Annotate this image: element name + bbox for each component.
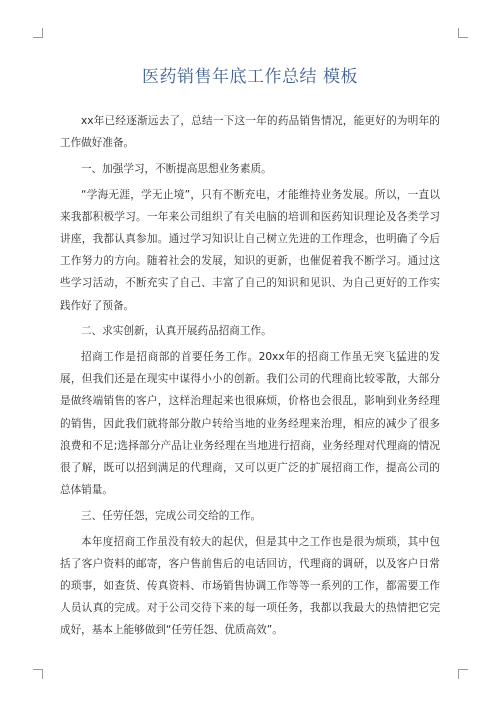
- paragraph-study: “学海无涯，学无止境”，只有不断充电，才能维持业务发展。所以，一直以来我都积极学习。一年来公司组织了有关电脑的培训和医药知识理论及各类学习讲座，我都认真参加。通过学习知识让自己树立先进的工作理念，也明确了今后工作努力的方向。随着社会的发展，知识的更新，也催促着我不断学习。通过这些学习活动，不断充实了自己、丰富了自己的知识和见识、为自己更好的工作实践作好了预备。: [60, 188, 440, 312]
- section-heading-3: 三、任劳任怨，完成公司交给的工作。: [81, 509, 262, 522]
- paragraph-investment: 招商工作是招商部的首要任务工作。20xx年的招商工作虽无突飞猛进的发展，但我们还是在现实中谋得小小的创新。我们公司的代理商比较零散，大部分是做终端销售的客户，这样治理起来也很麻烦，价格也会很乱，影响到业务经理的销售，因此我们就将部分散户转给当地的业务经理来治理，相应的减少了很多浪费和不足;选择部分产品让业务经理在当地进行招商，业务经理对代理商的情况很了解，既可以招到满足的代理商，又可以更广泛的扩展招商工作，提高公司的总体销量。: [60, 351, 440, 497]
- section-heading-2: 二、求实创新，认真开展药品招商工作。: [81, 325, 272, 338]
- document-body: [60, 110, 440, 642]
- crop-mark-top-right: [458, 28, 468, 38]
- crop-mark-bottom-left: [33, 669, 43, 679]
- crop-mark-top-left: [33, 28, 43, 38]
- paragraph-tasks: 本年度招商工作虽没有较大的起伏，但是其中之工作也是很为烦琐，其中包括了客户资料的邮寄，客户售前售后的电话回访，代理商的调研，以及客户日常的琐事，如查货、传真资料、市场销售协调工作等等一系列的工作，都需要工作人员认真的完成。对于公司交待下来的每一项任务，我都以我最大的热情把它完成好，基本上能够做到“任劳任怨、优质高效”。: [60, 535, 440, 637]
- crop-mark-bottom-right: [458, 669, 468, 679]
- section-heading-1: 一、加强学习，不断提高思想业务素质。: [81, 162, 272, 175]
- paragraph-intro: xx年已经逐渐远去了，总结一下这一年的药品销售情况，能更好的为明年的工作做好准备。: [60, 115, 440, 150]
- document-title: 医药销售年底工作总结 模板: [142, 67, 358, 87]
